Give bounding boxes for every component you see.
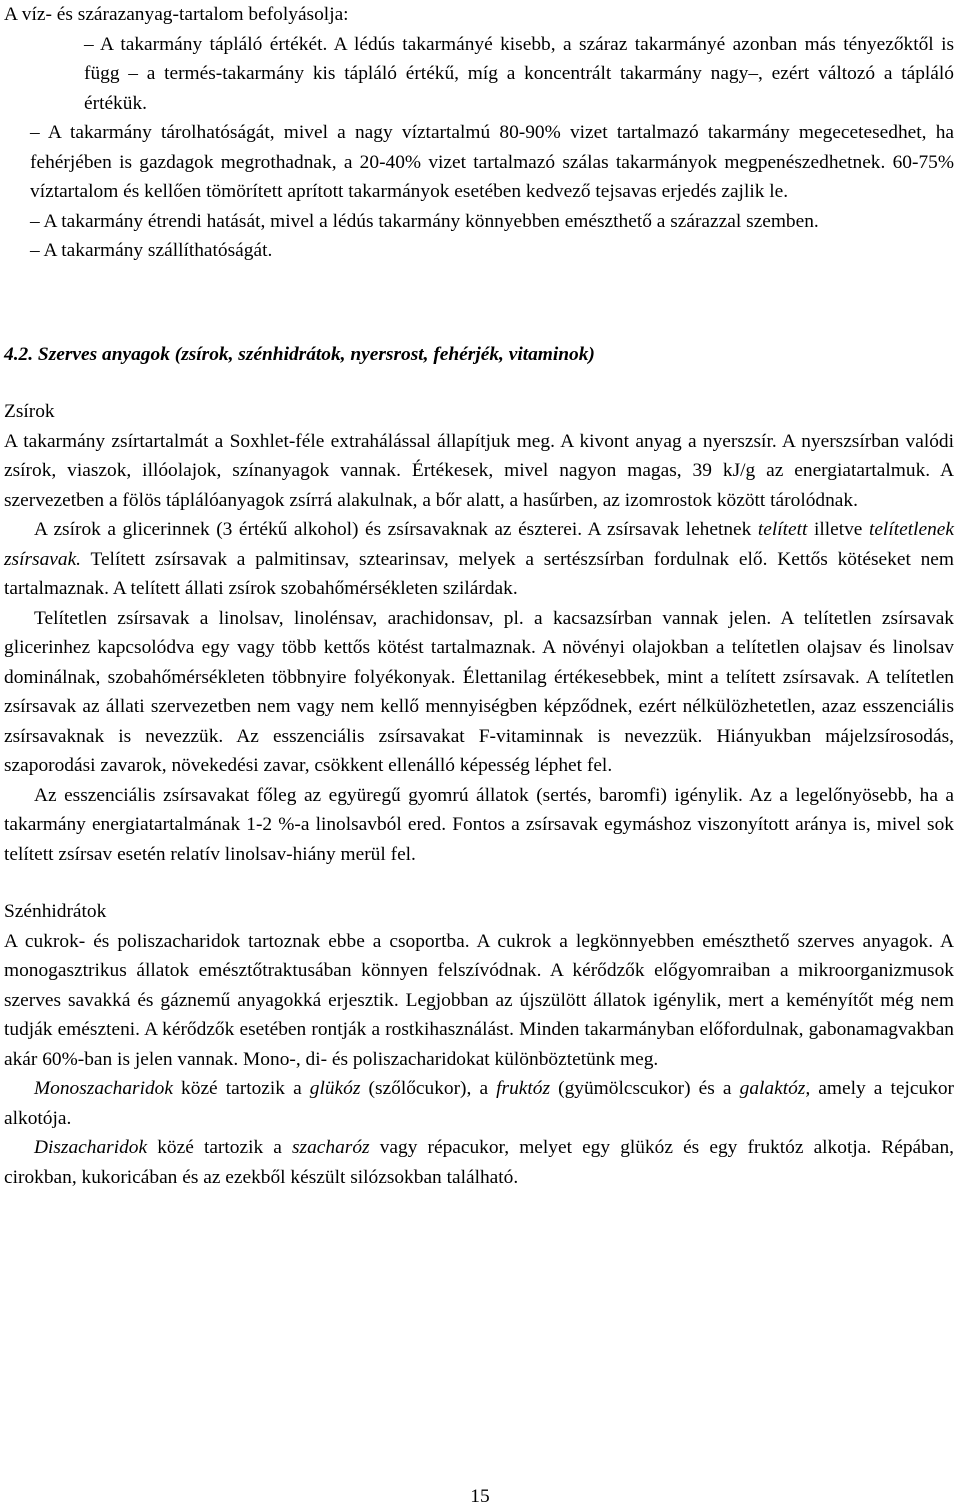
intro-item-2: – A takarmány tárolhatóságát, mivel a nagy víztartalmú 80-90% vizet tartalmazó takarmány megecetesedhet, ha fehérjében is gazdagok megrothadnak, a 20-40% vizet tartalmazó szálas takarmányok megpenészedhetnek. 60-75% víztartalom és kellően tömörített aprított takarmányok esetében kedvező tejsavas erjedés zajlik le. [30,122,954,202]
text-run: (szőlőcukor), a [360,1078,497,1099]
text-run: A zsírok a glicerinnek (3 értékű alkohol) és zsírsavaknak az észterei. A zsírsavak lehetnek [34,519,758,540]
text-run: Telített zsírsavak a palmitinsav, sztearinsav, melyek a sertészsírban fordulnak elő. Kettős kötéseket nem tartalmaznak. A telített állati zsírok szobahőmérsékleten szilárdak. [4,548,954,599]
intro-item-4: – A takarmány szállíthatóságát. [30,240,273,261]
spacer [4,869,954,897]
italic-term: galaktóz, [739,1078,811,1099]
italic-term: Diszacharidok [34,1137,148,1158]
text-run: amely a tejcukor alkotója. [4,1078,954,1129]
text-run: közé tartozik a [147,1137,292,1158]
spacer [4,266,954,340]
italic-term: telítetlenek zsírsavak. [4,519,954,570]
italic-term: szacharóz [292,1137,370,1158]
text-run: illetve [807,519,869,540]
subsection-title-fats: Zsírok [4,401,55,422]
carbs-paragraph-3 [4,1133,954,1192]
page-number: 15 [470,1486,490,1507]
italic-term: glükóz [309,1078,361,1099]
intro-item-3: – A takarmány étrendi hatását, mivel a lédús takarmány könnyebben emészthető a szárazzal szemben. [30,210,819,232]
intro-item-1: – A takarmány tápláló értékét. A lédús takarmányé kisebb, a száraz takarmányé azonban más tényezőktől is függ – a termés-takarmány kis tápláló értékű, míg a koncentrált takarmány nagy–, ezért változó a tápláló értékük. [84,33,954,114]
carbs-paragraph-1: A cukrok- és poliszacharidok tartoznak ebbe a csoportba. A cukrok a legkönnyebben emészthető szerves anyagok. A monogasztrikus állatok emésztőtraktusában könnyen felszívódnak. A kérődzők előgyomraiban a mikroorganizmusok szerves savakká és gáznemű anyagokká erjesztik. Legjobban az újszülött állatok igénylik, mert a keményítőt még nem tudják emészteni. A kérődzők esetében rontják a rostkihasználást. Minden takarmányban előfordulnak, gabonamagvakban akár 60%-ban is jelen vannak. Mono-, di- és poliszacharidokat különböztetünk meg. [4,930,954,1070]
fats-paragraph-1: A takarmány zsírtartalmát a Soxhlet-féle extrahálással állapítjuk meg. A kivont anyag a nyerszsír. A nyerszsírban valódi zsírok, viaszok, illóolajok, színanyagok vannak. Értékesek, mivel nagyon magas, 39 kJ/g az energiatartalmuk. A szervezetben a fölös táplálóanyagok zsírrá alakulnak, a bőr alatt, a hasűrben, az izomrostok között tárolódnak. [4,430,954,511]
fats-paragraph-4: Az esszenciális zsírsavakat főleg az együregű gyomrú állatok (sertés, baromfi) igénylik. Az a legelőnyösebb, ha a takarmány energiatartalmának 1-2 %-a linolsavból ered. Fontos a zsírsavak egymáshoz viszonyított aránya is, mivel sok telített zsírsav esetén relatív linolsav-hiány merül fel. [4,784,954,865]
spacer [4,369,954,397]
text-run: (gyümölcscukor) és a [550,1078,740,1099]
text-run: vagy répacukor, melyet egy glükóz és egy fruktóz alkotja. Répában, cirokban, kukoricában és az ezekből készült silózsokban található. [4,1137,954,1188]
text-run: közé tartozik a [172,1078,310,1099]
document-page [4,0,954,1192]
italic-term: telített [757,519,808,540]
intro-lead: A víz- és szárazanyag-tartalom befolyásolja: [4,4,349,25]
subsection-title-carbs: Szénhidrátok [4,901,107,922]
fats-paragraph-3: Telítetlen zsírsavak a linolsav, linolénsav, arachidonsav, pl. a kacsazsírban vannak jelen. A telítetlen zsírsavak glicerinhez kapcsolódva egy vagy több kettős kötést tartalmaznak. A növényi olajokban a telítetlen olajsav és linolsav dominálnak, szobahőmérsékleten többnyire folyékonyak. Élettanilag értékesebbek, mint a telített zsírsavak. A telítetlen zsírsavak az állati szervezetben nem vagy nem kellő mennyiségben képződnek, ezért nélkülözhetetlen, azaz esszenciális zsírsavaknak is nevezzük. Az esszenciális zsírsavakat F-vitaminnak is nevezzük. Hiányukban májelzsírosodás, szaporodási zavarok, növekedési zavar, csökkent ellenálló képesség léphet fel. [4,607,954,776]
fats-paragraph-2 [4,515,954,604]
section-heading: 4.2. Szerves anyagok (zsírok, szénhidrátok, nyersrost, fehérjék, vitaminok) [4,343,595,365]
italic-term: Monoszacharidok [34,1078,173,1099]
carbs-paragraph-2 [4,1074,954,1133]
italic-term: fruktóz [496,1078,551,1099]
